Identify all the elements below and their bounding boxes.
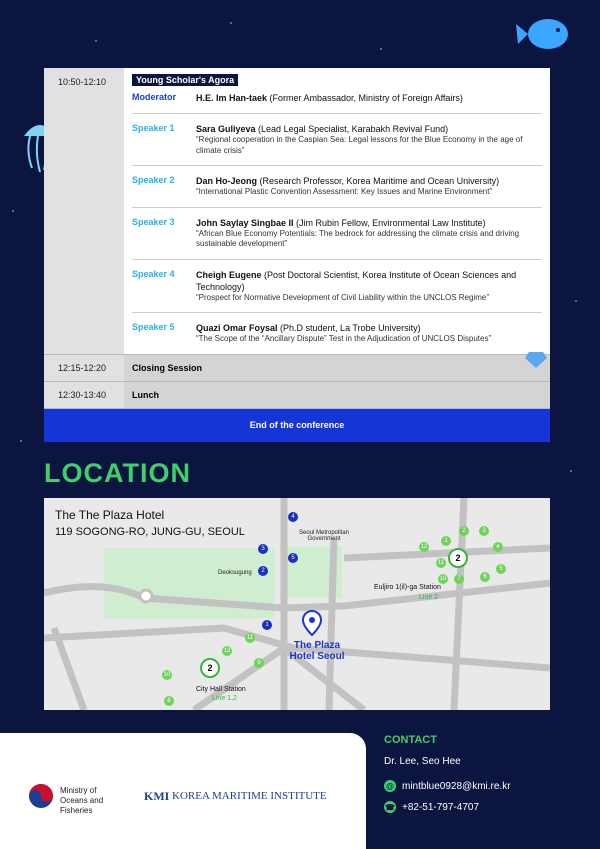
ministry-name: Ministry of Oceans and Fisheries xyxy=(60,786,104,815)
exit-marker: 3 xyxy=(258,544,268,554)
agora-body xyxy=(124,68,550,354)
agora-title: Young Scholar's Agora xyxy=(132,74,238,86)
contact-phone[interactable]: +82-51-797-4707 xyxy=(402,801,480,813)
exit-marker: 6 xyxy=(480,572,490,582)
phone-icon: ☎ xyxy=(385,802,395,812)
speaker-role: Speaker 3 xyxy=(132,216,175,227)
speaker-role: Speaker 5 xyxy=(132,322,175,332)
deoksugung-label: Deoksugung xyxy=(218,570,252,576)
exit-marker: 1 xyxy=(262,620,272,630)
lunch-time: 12:30-13:40 xyxy=(44,382,124,408)
hotel-address: 119 SOGONG-RO, JUNG-GU, SEOUL xyxy=(55,526,245,538)
fish-icon xyxy=(514,14,574,54)
line-2-marker: 2 xyxy=(448,548,468,568)
star xyxy=(12,210,14,212)
gem-icon xyxy=(525,350,547,368)
speaker-aff: (Research Professor, Korea Maritime and Ocean University) xyxy=(257,176,500,186)
exit-marker: 3 xyxy=(479,526,489,536)
euljiro-station: Euljiro 1(il)-ga Station xyxy=(374,584,441,591)
speaker-talk-title: “Prospect for Normative Development of Civil Liability within the UNCLOS Regime” xyxy=(196,292,489,302)
contact-phone-row[interactable] xyxy=(384,801,479,813)
exit-marker: 12 xyxy=(223,648,231,654)
sponsor-footer xyxy=(0,733,366,849)
location-map[interactable] xyxy=(44,498,550,710)
location-heading: LOCATION xyxy=(44,458,191,488)
exit-marker: 2 xyxy=(258,566,268,576)
star xyxy=(20,440,22,442)
ministry-logo-icon xyxy=(28,783,54,809)
closing-label: Closing Session xyxy=(132,362,203,373)
exit-marker: 11 xyxy=(437,560,445,566)
speaker-name: Dan Ho-Jeong xyxy=(196,176,258,186)
speaker-entry xyxy=(132,166,542,208)
exit-marker: 5 xyxy=(288,553,298,563)
speaker-name: John Saylay Singbae II xyxy=(196,217,294,228)
star xyxy=(380,48,382,50)
star xyxy=(570,470,572,472)
hotel-marker-label: The Plaza Hotel Seoul xyxy=(289,640,345,662)
contact-email-row[interactable] xyxy=(384,780,511,792)
moderator-role: Moderator xyxy=(132,92,177,102)
speaker-aff: (Ph.D student, La Trobe University) xyxy=(277,323,421,333)
exit-marker: 8 xyxy=(164,696,174,706)
contact-heading: CONTACT xyxy=(384,734,437,746)
cityhall-station: City Hall Station xyxy=(196,686,246,693)
speaker-role: Speaker 4 xyxy=(132,268,175,279)
exit-marker: 9 xyxy=(254,658,264,668)
speaker-role: Speaker 2 xyxy=(132,175,175,185)
speaker-aff: (Lead Legal Specialist, Karabakh Revival Fund) xyxy=(255,124,449,134)
cityhall-line: Line 1,2 xyxy=(212,695,237,702)
speaker-entry xyxy=(132,313,542,354)
agora-time: 10:50-12:10 xyxy=(44,68,124,354)
exit-marker: 10 xyxy=(439,576,447,582)
speaker-entry xyxy=(132,114,542,166)
kmi-name: KOREA MARITIME INSTITUTE xyxy=(172,790,327,802)
exit-marker: 5 xyxy=(496,564,506,574)
contact-name: Dr. Lee, Seo Hee xyxy=(384,756,461,767)
speaker-name: Cheigh Eugene xyxy=(196,269,262,280)
speaker-entry xyxy=(132,260,542,314)
line-2-marker: 2 xyxy=(200,658,220,678)
end-of-conference: End of the conference xyxy=(44,409,550,442)
exit-marker: 1 xyxy=(441,536,451,546)
speaker-entry xyxy=(132,208,542,260)
speaker-aff: (Post Doctoral Scientist, Korea Institute of Ocean Sciences and Technology) xyxy=(196,269,517,292)
speaker-name: Quazi Omar Foysal xyxy=(196,323,278,333)
speaker-talk-title: “Regional cooperation in the Caspian Sea: Legal lessons for the Blue Economy in the age of climate crisis” xyxy=(196,135,523,155)
closing-row xyxy=(44,355,550,382)
lunch-row xyxy=(44,382,550,409)
contact-email[interactable]: mintblue0928@kmi.re.kr xyxy=(402,780,511,792)
exit-marker: 10 xyxy=(163,672,171,678)
schedule-table xyxy=(44,68,550,442)
email-icon: @ xyxy=(384,780,396,792)
lunch-label: Lunch xyxy=(132,389,159,400)
moderator-entry xyxy=(132,88,542,114)
speaker-role: Speaker 1 xyxy=(132,123,175,133)
hotel-pin-icon xyxy=(301,610,323,636)
moderator-aff: (Former Ambassador, Ministry of Foreign Affairs) xyxy=(267,93,463,103)
exit-marker: 12 xyxy=(420,544,428,550)
exit-marker: 7 xyxy=(454,574,464,584)
speaker-talk-title: “The Scope of the “Ancillary Dispute” Test in the Adjudication of UNCLOS Disputes” xyxy=(196,334,492,343)
agora-row xyxy=(44,68,550,355)
seoul-gov-label: Seoul Metropolitan Government xyxy=(298,530,350,542)
speaker-talk-title: “International Plastic Convention Assessment: Key Issues and Marine Environment” xyxy=(196,187,493,196)
hotel-title: The The Plaza Hotel xyxy=(55,508,165,522)
euljiro-line: Line 2 xyxy=(419,594,439,601)
speaker-name: Sara Guliyeva xyxy=(196,124,256,134)
exit-marker: 4 xyxy=(288,512,298,522)
moderator-name: H.E. Im Han-taek xyxy=(196,93,268,103)
speaker-aff: (Jim Rubin Fellow, Environmental Law Institute) xyxy=(293,217,486,228)
star xyxy=(575,300,577,302)
exit-marker: 11 xyxy=(246,635,254,641)
exit-marker: 4 xyxy=(493,542,503,552)
exit-marker: 2 xyxy=(459,526,469,536)
star xyxy=(230,22,232,24)
star xyxy=(95,40,97,42)
kmi-abbr: KMI xyxy=(144,789,170,803)
closing-time: 12:15-12:20 xyxy=(44,355,124,381)
speaker-talk-title: “African Blue Economy Potentials: The bedrock for addressing the climate crisis and driving sustainable development” xyxy=(196,228,520,248)
